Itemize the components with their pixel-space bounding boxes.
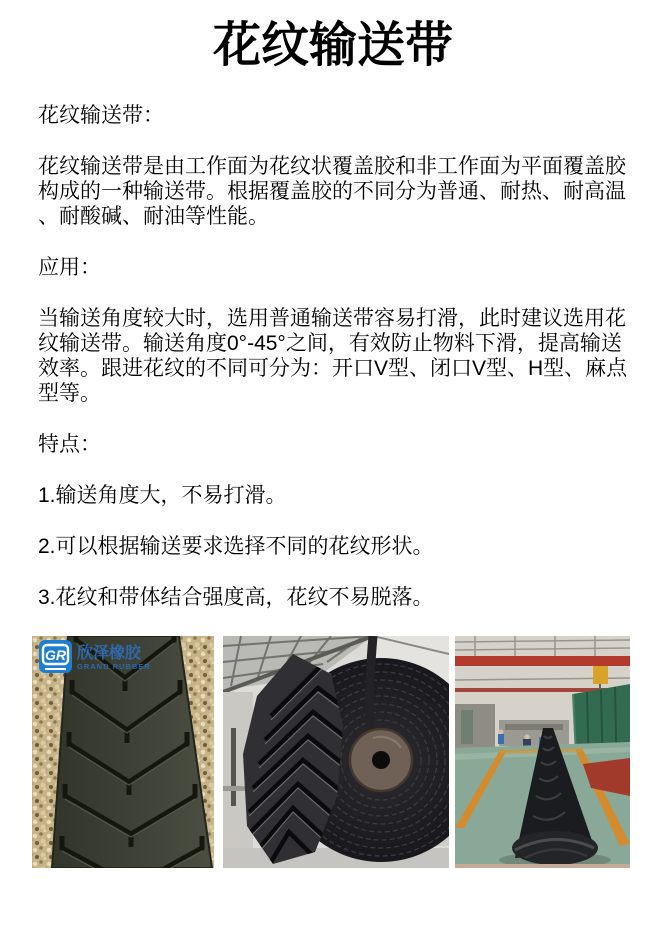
paragraph-intro: 花纹输送带是由工作面为花纹状覆盖胶和非工作面为平面覆盖胶构成的一种输送带。根据覆盖胶的不同分为普通、耐热、耐高温、耐酸碱、耐油等性能。 [38, 155, 626, 228]
section-label-intro: 花纹输送带： [38, 104, 164, 127]
paragraph-application: 当输送角度较大时，选用普通输送带容易打滑，此时建议选用花纹输送带。输送角度0°-45°之间，有效防止物料下滑，提高输送效率。跟进花纹的不同可分为：开口V型、闭口V型、H型、麻点型等。 [38, 307, 628, 405]
product-photo-chevron-belt [32, 636, 214, 868]
product-photo-factory-belt [455, 636, 630, 868]
product-photo-row [32, 636, 666, 868]
document-body [0, 76, 666, 610]
roll-hub [350, 729, 412, 791]
feature-item-2: 2.可以根据输送要求选择不同的花纹形状。 [38, 535, 434, 558]
section-label-features: 特点： [38, 433, 101, 456]
crane-beam [455, 656, 630, 666]
feature-item-1: 1.输送角度大，不易打滑。 [38, 484, 287, 507]
section-label-application: 应用： [38, 256, 101, 279]
brand-name-en: GRAND RUBBER [77, 662, 151, 671]
hoist [593, 666, 608, 684]
brand-logo-monogram: GR [45, 647, 66, 663]
page-title: 花纹输送带 [212, 19, 453, 72]
product-photo-belt-roll [223, 636, 449, 868]
brand-logo [39, 640, 151, 673]
feature-item-3: 3.花纹和带体结合强度高，花纹不易脱落。 [38, 586, 434, 609]
brand-name-cn: 欣泽橡胶 [77, 645, 142, 662]
floor-edge [455, 864, 630, 868]
